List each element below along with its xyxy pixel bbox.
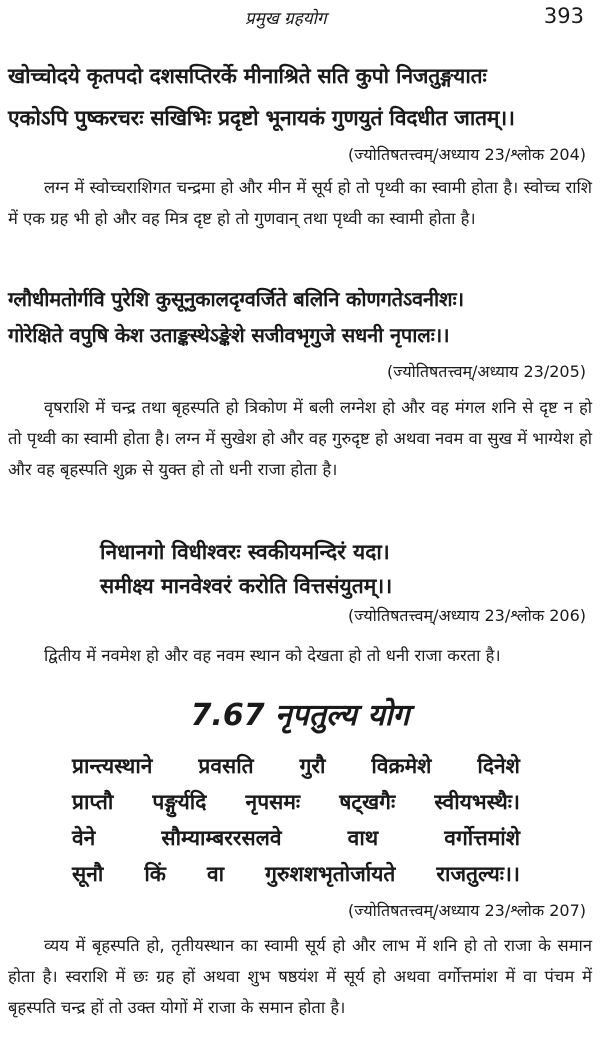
verse-207 xyxy=(72,752,520,896)
explanation-207: व्यय में बृहस्पति हो, तृतीयस्थान का स्वामी सूर्य हो और लाभ में शनि हो तो राजा के समान होता है। स्वराशि में छः ग्रह हों अथवा शुभ षष्ठयंश में सूर्य हो अथवा वर्गोत्तमांश में वा पंचम में बृहस्पति चन्द्र हों तो उक्त योगों में राजा के समान होता है। xyxy=(8,936,592,1017)
verse-204-line-2: एकोऽपि पुष्करचरः सखिभिः प्रदृष्टो भूनायकं गुणयुतं विदधीत जातम्।। xyxy=(8,106,515,130)
explanation-204: लग्न में स्वोच्चराशिगत चन्द्रमा हो और मीन में सूर्य हो तो पृथ्वी का स्वामी होता है। स्वोच्च राशि में एक ग्रह भी हो और वह मित्र दृष्ट हो तो गुणवान् तथा पृथ्वी का स्वामी होता है। xyxy=(8,178,592,228)
verse-205-line-1: ग्लौधीमतोर्गवि पुरेशि कुसूनुकालदृग्वर्जिते बलिनि कोणगतेऽवनीशः। xyxy=(8,287,464,311)
verse-word: प्राप्तौ xyxy=(72,790,114,814)
verse-word: गुरुशशभृतोर्जायते xyxy=(265,862,396,886)
citation-205: (ज्योतिषतत्त्वम्/अध्याय 23/205) xyxy=(386,362,586,381)
verse-word: प्रान्त्यस्थाने xyxy=(72,754,153,778)
verse-word: वाथ xyxy=(347,826,379,850)
verse-207-row xyxy=(72,752,520,788)
verse-207-row xyxy=(72,860,520,896)
section-title: 7.67 नृपतुल्य योग xyxy=(190,698,410,733)
verse-word: प्रवसति xyxy=(198,754,254,778)
verse-206-line-2: समीक्ष्य मानवेश्वरं करोति वित्तसंयुतम्।। xyxy=(100,574,393,598)
verse-word: स्वीयभस्थैः। xyxy=(434,790,520,814)
citation-204: (ज्योतिषतत्त्वम्/अध्याय 23/श्लोक 204) xyxy=(347,145,586,164)
verse-205-line-2: गोरेक्षिते वपुषि केश उताङ्कस्थेऽङ्केशे सजीवभृगुजे सधनी नृपालः।। xyxy=(8,323,450,347)
verse-word: किं xyxy=(144,862,166,886)
verse-word: वर्गोत्तमांशे xyxy=(444,826,520,850)
citation-206: (ज्योतिषतत्त्वम्/अध्याय 23/श्लोक 206) xyxy=(347,606,586,625)
verse-word: सूनौ xyxy=(72,862,104,886)
verse-word: गुरौ xyxy=(299,754,326,778)
verse-207-row xyxy=(72,788,520,824)
explanation-206: द्वितीय में नवमेश हो और वह नवम स्थान को देखता हो तो धनी राजा करता है। xyxy=(44,646,501,665)
verse-word: राजतुल्यः।। xyxy=(436,862,520,886)
verse-206-line-1: निधानगो विधीश्वरः स्वकीयमन्दिरं यदा। xyxy=(100,540,390,564)
citation-207: (ज्योतिषतत्त्वम्/अध्याय 23/श्लोक 207) xyxy=(347,901,586,920)
verse-word: विक्रमेशे xyxy=(371,754,432,778)
explanation-205: वृषराशि में चन्द्र तथा बृहस्पति हो त्रिकोण में बली लग्नेश हो और वह मंगल शनि से दृष्ट न हो तो पृथ्वी का स्वामी होता है। लग्न में सुखेश हो और वह गुरुदृष्ट हो अथवा नवम वा सुख में भाग्येश हो और वह बृहस्पति शुक्र से युक्त हो तो धनी राजा होता है। xyxy=(8,398,592,479)
verse-word: सौम्याम्बररसलवे xyxy=(161,826,282,850)
verse-word: षट्खगैः xyxy=(339,790,396,814)
running-head: प्रमुख ग्रहयोग xyxy=(245,9,327,29)
verse-207-row xyxy=(72,824,520,860)
verse-word: वा xyxy=(206,862,225,886)
verse-204-line-1: खोच्चोदये कृतपदो दशसप्तिरर्के मीनाश्रिते सति कुपो निजतुङ्गयातः xyxy=(8,64,487,88)
page-header xyxy=(0,4,600,30)
page-number: 393 xyxy=(543,4,584,28)
verse-word: नृपसमः xyxy=(245,790,301,814)
verse-word: दिनेशे xyxy=(477,754,520,778)
verse-word: पङ्गुर्यदि xyxy=(152,790,207,814)
verse-word: वेने xyxy=(72,826,96,850)
